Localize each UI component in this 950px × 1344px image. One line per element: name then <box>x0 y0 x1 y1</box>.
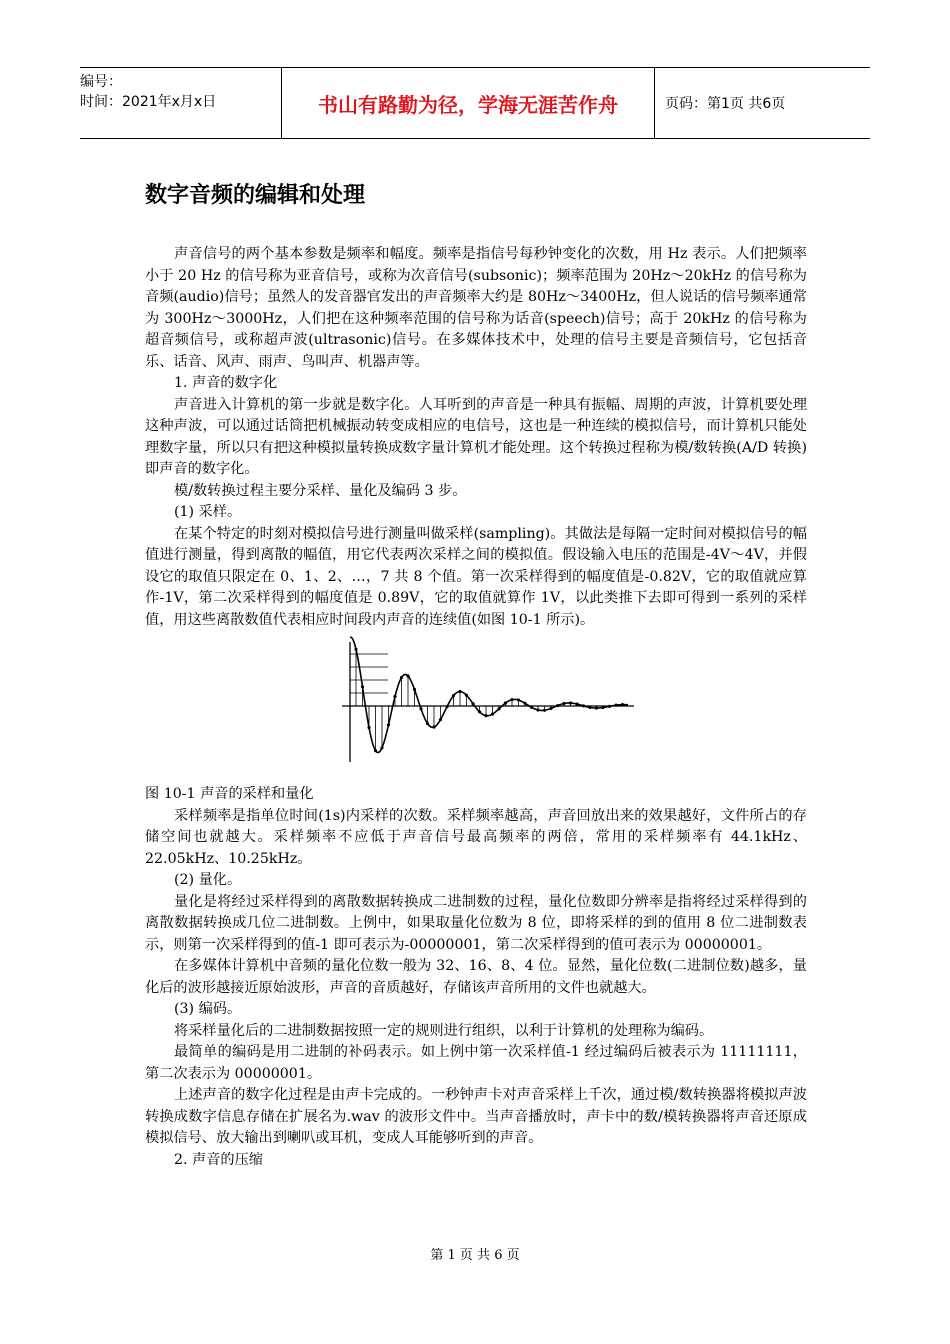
document-title: 数字音频的编辑和处理 <box>145 183 366 208</box>
header-meta <box>80 68 282 138</box>
subsection-heading: (3) 编码。 <box>174 1001 242 1017</box>
paragraph: 采样频率是指单位时间(1s)内采样的次数。采样频率越高，声音回放出来的效果越好，文件所占的存储空间也就越大。采样频率不应低于声音信号最高频率的两倍，常用的采样频率有 44.1kHz、22.05kHz、10.25kHz。 <box>145 807 807 867</box>
section-heading: 1. 声音的数字化 <box>174 375 278 391</box>
subsection-heading: (2) 量化。 <box>174 872 242 888</box>
figure-caption: 图 10-1 声音的采样和量化 <box>145 786 314 802</box>
waveform-diagram <box>330 634 640 782</box>
paragraph: 最简单的编码是用二进制的补码表示。如上例中第一次采样值-1 经过编码后被表示为 11111111，第二次表示为 00000001。 <box>145 1044 807 1082</box>
page-footer: 第 1 页 共 6 页 <box>430 1248 520 1263</box>
number-label: 编号： <box>80 74 122 90</box>
paragraph: 在某个特定的时刻对模拟信号进行测量叫做采样(sampling)。其做法是每隔一定时间对模拟信号的幅值进行测量，得到离散的幅值，用它代表两次采样之间的模拟值。假设输入电压的范围是-4V～4V，并假设它的取值只限定在 0、1、2、…，7 共 8 个值。第一次采样得到的幅度值是-0.82V，它的取值就应算作-1V，第二次采样得到的幅度值是 0.89V，它的取值就算作 1V，以此类推下去即可得到一系列的采样值，用这些离散数值代表相应时间段内声音的连续值(如图 10-1 所示)。 <box>145 525 807 628</box>
paragraph: 声音信号的两个基本参数是频率和幅度。频率是指信号每秒钟变化的次数，用 Hz 表示。人们把频率小于 20 Hz 的信号称为亚音信号，或称为次音信号(subsonic)；频率范围为 20Hz～20kHz 的信号称为音频(audio)信号；虽然人的发音器官发出的声音频率大约是 80Hz～3400Hz，但人说话的信号频率通常为 300Hz～3000Hz，人们把在这种频率范围的信号称为话音(speech)信号；高于 20kHz 的信号称为超音频信号，或称超声波(ultrasonic)信号。在多媒体技术中，处理的信号主要是音频信号，它包括音乐、话音、风声、雨声、鸟叫声、机器声等。 <box>145 246 807 370</box>
paragraph: 将采样量化后的二进制数据按照一定的规则进行组织，以利于计算机的处理称为编码。 <box>174 1022 714 1039</box>
paragraph: 声音进入计算机的第一步就是数字化。人耳听到的声音是一种具有振幅、周期的声波，计算机要处理这种声波，可以通过话筒把机械振动转变成相应的电信号，这也是一种连续的模拟信号，而计算机只能处理数字量，所以只有把这种模拟量转换成数字量计算机才能处理。这个转换过程称为模/数转换(A/D 转换)即声音的数字化。 <box>145 396 807 477</box>
time-label: 时间：2021年x月x日 <box>80 94 217 110</box>
subsection-heading: (1) 采样。 <box>174 504 242 520</box>
paragraph: 量化是将经过采样得到的离散数据转换成二进制数的过程，量化位数即分辨率是指将经过采样得到的离散数据转换成几位二进制数。上例中，如果取量化位数为 8 位，即将采样的到的值用 8 位二进制数表示，则第一次采样得到的值-1 即可表示为-00000001，第二次采样得到的值可表示为 00000001。 <box>145 893 807 953</box>
header-motto: 书山有路勤为径，学海无涯苦作舟 <box>282 68 655 138</box>
paragraph: 上述声音的数字化过程是由声卡完成的。一秒钟声卡对声音采样上千次，通过模/数转换器将模拟声波转换成数字信息存储在扩展名为.wav 的波形文件中。当声音播放时，声卡中的数/模转换器将声音还原成模拟信号、放大输出到喇叭或耳机，变成人耳能够听到的声音。 <box>145 1087 807 1146</box>
section-heading: 2. 声音的压缩 <box>174 1151 263 1168</box>
paragraph: 模/数转换过程主要分采样、量化及编码 3 步。 <box>174 482 467 499</box>
sampling-figure <box>145 634 807 784</box>
analog-waveform <box>350 637 628 752</box>
paragraph: 在多媒体计算机中音频的量化位数一般为 32、16、8、4 位。显然，量化位数(二进制位数)越多，量化后的波形越接近原始波形，声音的音质越好，存储该声音所用的文件也就越大。 <box>145 958 807 996</box>
header-page-info: 页码：第1页 共6页 <box>665 96 786 112</box>
page-header <box>80 67 870 139</box>
document-body <box>145 244 807 1171</box>
